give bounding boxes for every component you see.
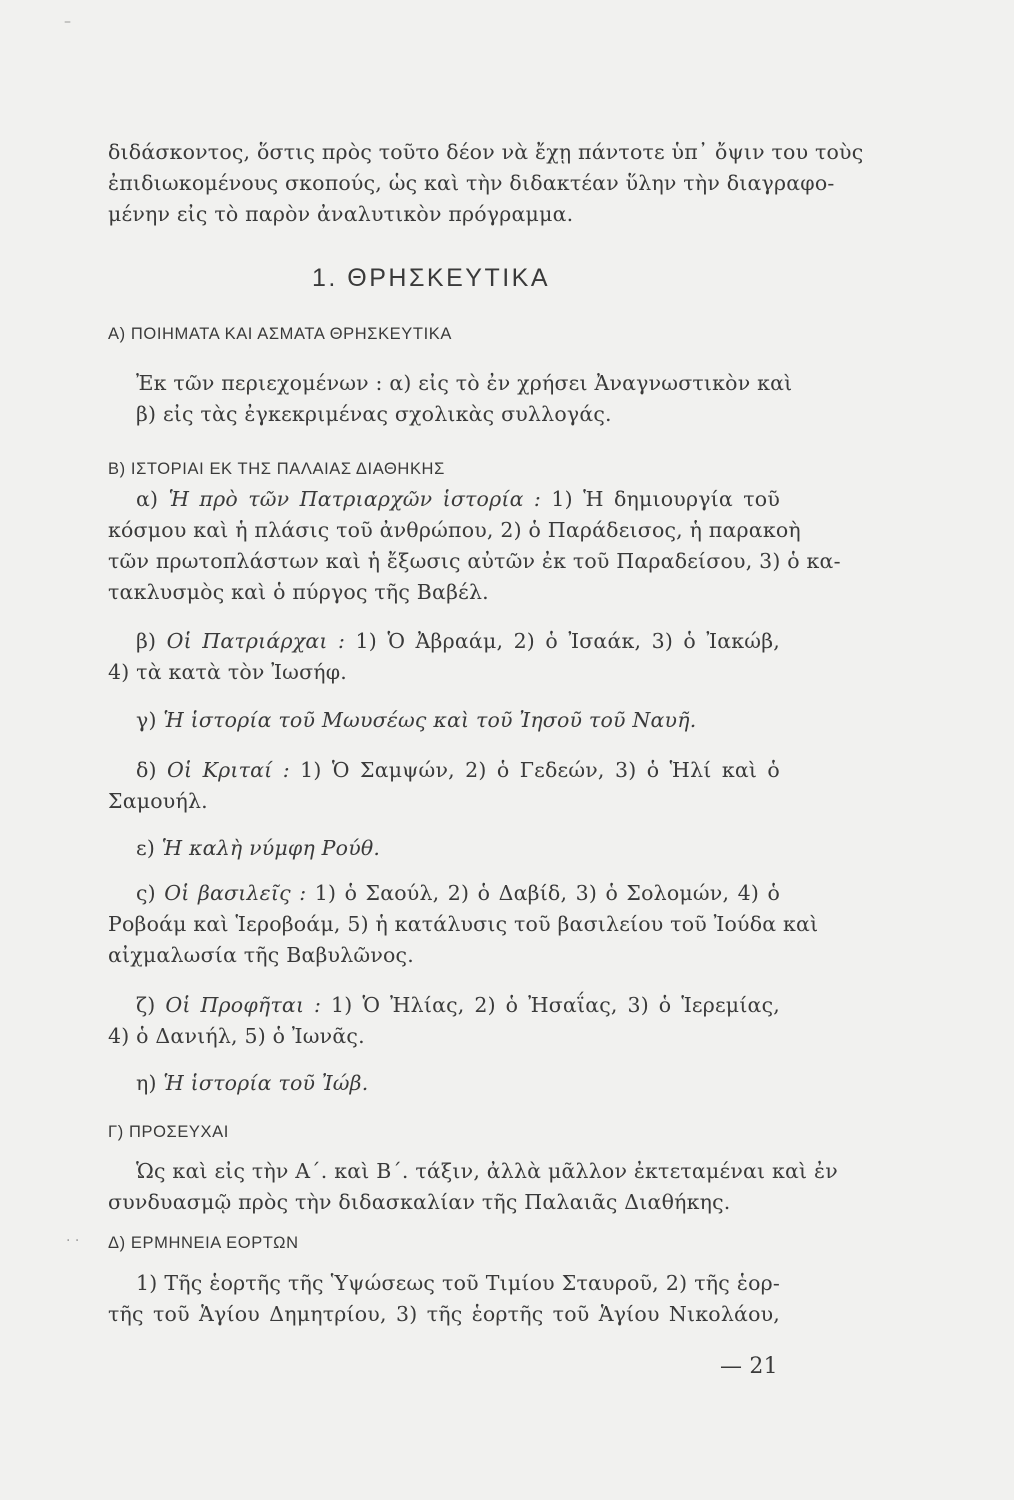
intro-line-2: ἐπιδιωκομένους σκοπούς, ὡς καὶ τὴν διδακτέαν ὕλην τὴν διαγραφο- [108,171,835,195]
a-line-2: β) εἰς τὰς ἐγκεκριμένας σχολικὰς συλλογάς. [136,402,612,426]
b-item-d-text: 1) Ὁ Σαμψών, 2) ὁ Γεδεών, 3) ὁ Ἡλί καὶ ὁ [289,758,780,782]
b-item-e-line-1 [136,833,380,863]
b-item-g-line-1 [136,990,780,1020]
b-item-b-text: 1) Ὁ Ἀβραάμ, 2) ὁ Ἰσαάκ, 3) ὁ Ἰακώβ, [345,629,780,653]
b-item-b-title: Οἱ Πατριάρχαι : [166,629,346,653]
b-item-a-line-4: τακλυσμὸς καὶ ὁ πύργος τῆς Βαβέλ. [108,580,489,604]
b-item-a-line-2: κόσμου καὶ ἡ πλάσις τοῦ ἀνθρώπου, 2) ὁ Παράδεισος, ἡ παρακοὴ [108,518,801,542]
intro-line-1: διδάσκοντος, ὅστις πρὸς τοῦτο δέον νὰ ἔχῃ πάντοτε ὑπ᾿ ὄψιν του τοὺς [108,140,864,164]
b-item-d-line-2: Σαμουήλ. [108,789,208,813]
b-item-f-line-3: αἰχμαλωσία τῆς Βαβυλῶνος. [108,943,414,967]
heading-d: Δ) ΕΡΜΗΝΕΙΑ ΕΟΡΤΩΝ [108,1234,299,1252]
b-item-f-title: Οἱ βασιλεῖς : [164,881,307,905]
intro-line-3: μένην εἰς τὸ παρὸν ἀναλυτικὸν πρόγραμμα. [108,202,574,226]
b-item-a-title: Ἡ πρὸ τῶν Πατριαρχῶν ἱστορία : [168,487,542,511]
b-item-b-line-1 [136,626,780,656]
b-item-c-label: γ) [136,708,164,732]
b-item-f-line-1 [136,878,780,908]
b-item-f-label: ς) [136,881,165,905]
b-item-b-label: β) [136,629,167,653]
b-item-h-line-1 [136,1068,368,1098]
page-number: — 21 [720,1354,778,1379]
c-line-2: συνδυασμῷ πρὸς τὴν διδασκαλίαν τῆς Παλαιᾶς Διαθήκης. [108,1190,731,1214]
b-item-a-label: α) [136,487,169,511]
b-item-d-title: Οἱ Κριταί : [167,758,290,782]
c-line-1: Ὡς καὶ εἰς τὴν Α΄. καὶ Β΄. τάξιν, ἀλλὰ μᾶλλον ἐκτεταμέναι καὶ ἐν [136,1159,838,1183]
b-item-f-text: 1) ὁ Σαούλ, 2) ὁ Δαβίδ, 3) ὁ Σολομών, 4) ὁ [306,881,780,905]
a-line-1: Ἐκ τῶν περιεχομένων : α) εἰς τὸ ἐν χρήσει Ἀναγνωστικὸν καὶ [136,371,793,395]
b-item-d-line-1 [136,755,780,785]
b-item-h-title: Ἡ ἱστορία τοῦ Ἰώβ. [163,1071,369,1095]
heading-c: Γ) ΠΡΟΣΕΥΧΑΙ [108,1123,229,1141]
b-item-g-text: 1) Ὁ Ἠλίας, 2) ὁ Ἠσαΐας, 3) ὁ Ἱερεμίας, [321,993,780,1017]
heading-a: Α) ΠΟΙΗΜΑΤΑ ΚΑΙ ΑΣΜΑΤΑ ΘΡΗΣΚΕΥΤΙΚΑ [108,325,452,343]
section-title: 1. ΘΡΗΣΚΕΥΤΙΚΑ [312,264,551,292]
d-line-1: 1) Τῆς ἑορτῆς τῆς Ὑψώσεως τοῦ Τιμίου Σταυροῦ, 2) τῆς ἑορ- [136,1271,780,1295]
d-line-2: τῆς τοῦ Ἁγίου Δημητρίου, 3) τῆς ἑορτῆς τοῦ Ἁγίου Νικολάου, [108,1302,780,1326]
b-item-g-title: Οἱ Προφῆται : [165,993,322,1017]
b-item-h-label: η) [136,1071,164,1095]
b-item-g-label: ζ) [136,993,166,1017]
b-item-e-title: Ἡ καλὴ νύμφη Ρούθ. [161,836,381,860]
b-item-g-line-2: 4) ὁ Δανιήλ, 5) ὁ Ἰωνᾶς. [108,1024,365,1048]
scan-mark-2: · · [66,1233,80,1249]
heading-b: Β) ΙΣΤΟΡΙΑΙ ΕΚ ΤΗΣ ΠΑΛΑΙΑΣ ΔΙΑΘΗΚΗΣ [108,460,445,478]
b-item-d-label: δ) [136,758,168,782]
b-item-b-line-2: 4) τὰ κατὰ τὸν Ἰωσήφ. [108,660,348,684]
b-item-a-text: 1) Ἡ δημιουργία τοῦ [541,487,780,511]
b-item-c-title: Ἡ ἱστορία τοῦ Μωυσέως καὶ τοῦ Ἰησοῦ τοῦ Ναυῆ. [163,708,697,732]
b-item-a-line-1 [136,484,780,514]
b-item-e-label: ε) [136,836,162,860]
scan-mark: – [64,14,71,30]
b-item-a-line-3: τῶν πρωτοπλάστων καὶ ἡ ἔξωσις αὐτῶν ἐκ τοῦ Παραδείσου, 3) ὁ κα- [108,549,841,573]
b-item-c-line-1 [136,705,696,735]
b-item-f-line-2: Ροβοάμ καὶ Ἱεροβοάμ, 5) ἡ κατάλυσις τοῦ βασιλείου τοῦ Ἰούδα καὶ [108,912,819,936]
